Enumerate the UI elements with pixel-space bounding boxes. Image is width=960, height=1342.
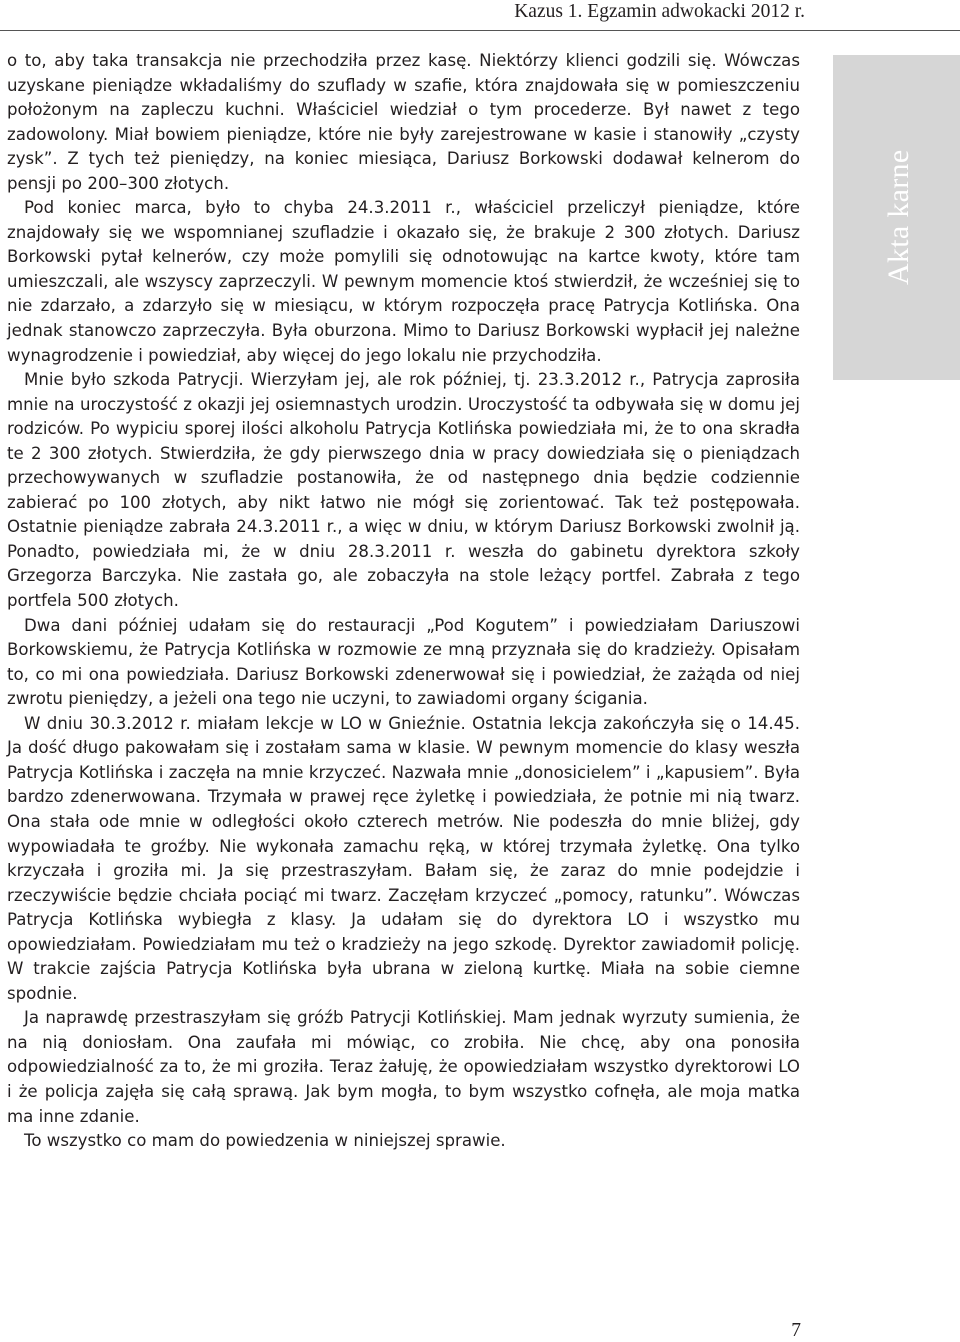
page-number: 7 (791, 1320, 801, 1341)
paragraph: o to, aby taka transakcja nie przechodziła przez kasę. Niektórzy klienci godzili się. Wówczas uzyskane pieniądze wkładaliśmy do szuflady w szafie, która znajdowała się w pomieszczeniu położonym na zapleczu kuchni. Właściciel wiedział o tym procederze. Był nawet z tego zadowolony. Miał bowiem pieniądze, które nie były zarejestrowane w kasie i stanowiły „czysty zysk”. Z tych też pieniędzy, na koniec miesiąca, Dariusz Borkowski dodawał kelnerom do pensji po 200–300 złotych. (7, 51, 800, 193)
body-text (7, 49, 800, 1154)
running-title: Kazus 1. Egzamin adwokacki 2012 r. (514, 1, 805, 22)
page-header (0, 0, 960, 31)
section-tab-label: Akta karne (882, 149, 915, 285)
paragraph: Pod koniec marca, było to chyba 24.3.2011 r., właściciel przeliczył pieniądze, które znajdowały się we wspomnianej szufladzie i okazało się, że brakuje 2 300 złotych. Dariusz Borkowski pytał kelnerów, czy może pomylili się odnotowując na kartce kwoty, które tam umieszczali, ale wszyscy zaprzeczyli. W pewnym momencie ktoś stwierdził, że wcześniej się to nie zdarzało, a zdarzyło się w miesiącu, w którym rozpoczęła pracę Patrycja Kotlińska. Ona jednak stanowczo zaprzeczyła. Była oburzona. Mimo to Dariusz Borkowski wypłacił jej należne wynagrodzenie i powiedział, aby więcej do jego lokalu nie przychodziła. (7, 198, 800, 365)
paragraph: W dniu 30.3.2012 r. miałam lekcje w LO w Gnieźnie. Ostatnia lekcja zakończyła się o 14.45. Ja dość długo pakowałam się i zostałam sama w klasie. W pewnym momencie do klasy weszła Patrycja Kotlińska i zaczęła na mnie krzyczeć. Nazwała mnie „donosicielem” i „kapusiem”. Była bardzo zdenerwowana. Trzymała w prawej ręce żyletkę i powiedziała, że potnie mi nią twarz. Ona stała ode mnie w odległości około czterech metrów. Nie podeszła do mnie bliżej, gdy wypowiadała te groźby. Nie wykonała zamachu ręką, w której trzymała żyletkę. Ona tylko krzyczała i groziła mi. Ja się przestraszyłam. Bałam się, że zaraz do mnie podejdzie i rzeczywiście będzie chciała pociąć mi twarz. Zaczęłam krzyczeć „pomocy, ratunku”. Wówczas Patrycja Kotlińska wybiegła z klasy. Ja udałam się do dyrektora LO i wszystko mu opowiedziałam. Powiedziałam mu też o kradzieży na jego szkodę. Dyrektor zawiadomił policję. W trakcie zajścia Patrycja Kotlińska była ubrana w zieloną kurtkę. Miała na sobie ciemne spodnie. (7, 713, 800, 1003)
paragraph: Ja naprawdę przestraszyłam się gróźb Patrycji Kotlińskiej. Mam jednak wyrzuty sumienia, że na nią doniosłam. Ona zaufała mi mówiąc, co zrobiła. Nie chcę, aby ona ponosiła odpowiedzialność za to, że mi groziła. Teraz żałuję, że opowiedziałam wszystko dyrektorowi LO i że policja zajęła się całą sprawą. Jak bym mogła, to bym wszystko cofnęła, ale moja matka ma inne zdanie. (7, 1008, 800, 1126)
paragraph: Dwa dani później udałam się do restauracji „Pod Kogutem” i powiedziałam Dariuszowi Borkowskiemu, że Patrycja Kotlińska w rozmowie ze mną przyznała się do kradzieży. Opisałam to, co mi ona powiedziała. Dariusz Borkowski zdenerwował się i powiedział, że zażąda od niej zwrotu pieniędzy, a jeżeli ona tego nie uczyni, to zawiadomi organy ścigania. (7, 615, 800, 709)
section-tab (833, 55, 960, 380)
paragraph: To wszystko co mam do powiedzenia w niniejszej sprawie. (24, 1131, 506, 1151)
paragraph: Mnie było szkoda Patrycji. Wierzyłam jej, ale rok później, tj. 23.3.2012 r., Patrycja zaprosiła mnie na uroczystość z okazji jej osiemnastych urodzin. Uroczystość ta odbywała się w domu jej rodziców. Po wypiciu sporej ilości alkoholu Patrycja Kotlińska powiedziała mi, że to ona skradła te 2 300 złotych. Stwierdziła, że gdy pierwszego dnia w pracy dowiedziała się o pieniądzach przechowywanych w szufladzie postanowiła, że od następnego dnia będzie codziennie zabierać po 100 złotych, aby nikt łatwo nie mógł się zorientować. Tak też postępowała. Ostatnie pieniądze zabrała 24.3.2011 r., a więc w dniu, w którym Dariusz Borkowski zwolnił ją. Ponadto, powiedziała mi, że w dniu 28.3.2011 r. weszła do gabinetu dyrektora szkoły Grzegorza Barczyka. Nie zastała go, ale zobaczyła na stole leżący portfel. Zabrała z tego portfela 500 złotych. (7, 370, 800, 611)
